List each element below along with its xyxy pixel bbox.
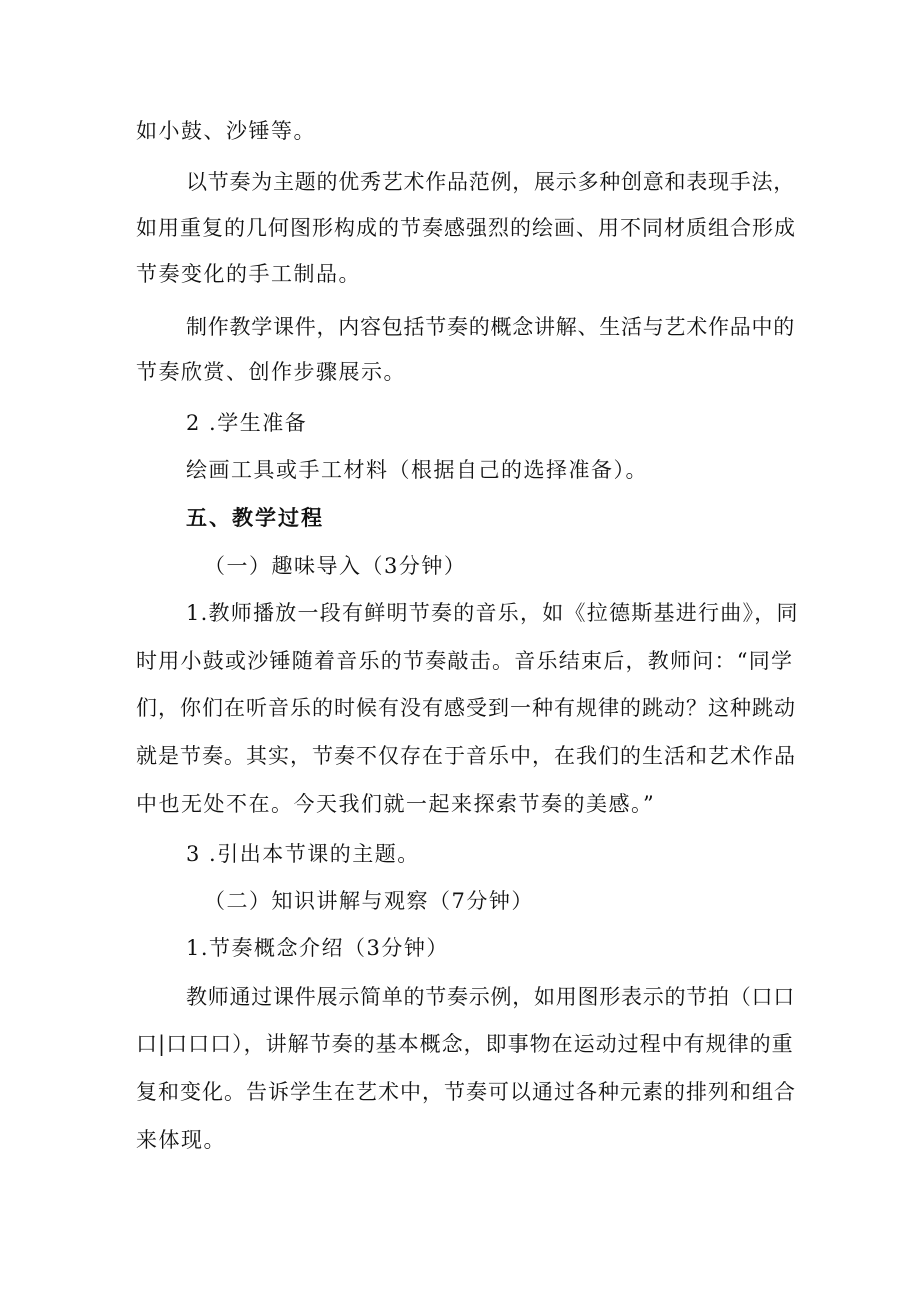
paragraph-line: 中也无处不在。今天我们就一起来探索节奏的美感。”: [136, 792, 656, 816]
paragraph-line: 节奏欣赏、创作步骤展示。: [136, 360, 406, 384]
paragraph-line: 1.教师播放一段有鲜明节奏的音乐，如《拉德斯基进行曲》，同: [186, 601, 799, 625]
paragraph-line: 口|口口口），讲解节奏的基本概念，即事物在运动过程中有规律的重: [136, 1032, 794, 1056]
subsection-heading: （一）趣味导入（3分钟）: [204, 554, 467, 578]
subsection-heading: （二）知识讲解与观察（7分钟）: [204, 889, 534, 913]
item-heading: 1.节奏概念介绍（3分钟）: [186, 936, 449, 960]
paragraph-line: 如小鼓、沙锤等。: [136, 119, 316, 143]
paragraph-line: 复和变化。告诉学生在艺术中，节奏可以通过各种元素的排列和组合: [136, 1080, 796, 1104]
paragraph-line: 节奏变化的手工制品。: [136, 262, 361, 286]
paragraph-line: 如用重复的几何图形构成的节奏感强烈的绘画、用不同材质组合形成: [136, 216, 796, 240]
paragraph-line: 3 .引出本节课的主题。: [186, 842, 420, 866]
paragraph-line: 们，你们在听音乐的时候有没有感受到一种有规律的跳动？这种跳动: [136, 696, 796, 720]
paragraph-line: 就是节奏。其实，节奏不仅存在于音乐中，在我们的生活和艺术作品: [136, 744, 796, 768]
paragraph-line: 以节奏为主题的优秀艺术作品范例，展示多种创意和表现手法，: [186, 170, 795, 194]
paragraph-line: 制作教学课件，内容包括节奏的概念讲解、生活与艺术作品中的: [186, 315, 795, 339]
section-subheading: 2 .学生准备: [186, 411, 308, 435]
paragraph-line: 时用小鼓或沙锤随着音乐的节奏敲击。音乐结束后，教师问：“同学: [136, 649, 794, 673]
paragraph-line: 教师通过课件展示简单的节奏示例，如用图形表示的节拍（口口: [186, 985, 795, 1009]
section-heading: 五、教学过程: [186, 506, 324, 530]
paragraph-line: 绘画工具或手工材料（根据自己的选择准备）。: [186, 458, 648, 482]
paragraph-line: 来体现。: [136, 1128, 226, 1152]
